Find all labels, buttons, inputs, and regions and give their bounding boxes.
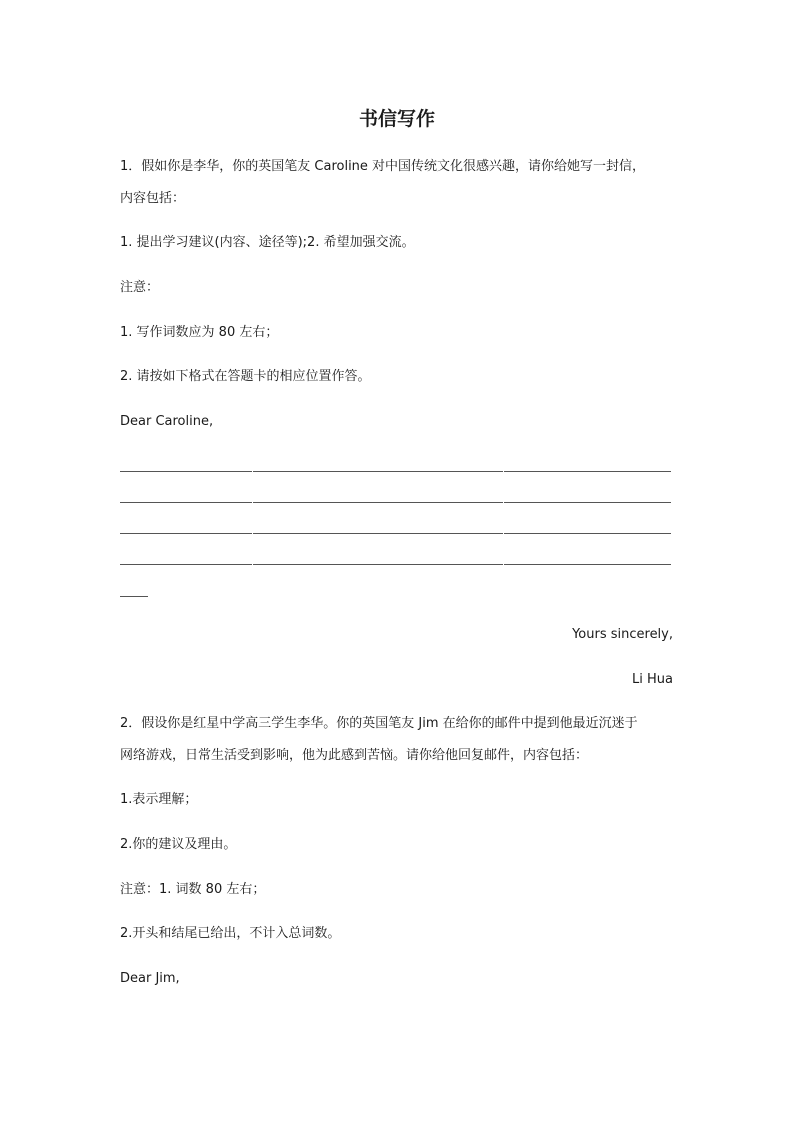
q1-salutation: Dear Caroline, xyxy=(120,414,214,429)
q2-point-1: 1.表示理解； xyxy=(120,792,198,807)
q2-prompt-line2: 网络游戏，日常生活受到影响，他为此感到苦恼。请你给他回复邮件，内容包括： xyxy=(120,748,589,763)
answer-line-end xyxy=(120,596,148,597)
page-title: 书信写作 xyxy=(358,108,435,130)
q1-prompt-line1: 1．假如你是李华，你的英国笔友 Caroline 对中国传统文化很感兴趣，请你给她写一封信， xyxy=(120,159,646,174)
q1-note-2: 2. 请按如下格式在答题卡的相应位置作答。 xyxy=(120,369,371,384)
answer-line xyxy=(120,564,671,565)
q2-salutation: Dear Jim, xyxy=(120,971,180,986)
q1-closing: Yours sincerely, xyxy=(572,627,673,642)
q1-note-label: 注意： xyxy=(120,280,160,295)
answer-line xyxy=(120,502,671,503)
q1-prompt-line2: 内容包括： xyxy=(120,191,186,206)
q1-signature: Li Hua xyxy=(632,672,673,687)
q1-note-1: 1. 写作词数应为 80 左右； xyxy=(120,325,279,340)
q2-prompt-line1: 2．假设你是红星中学高三学生李华。你的英国笔友 Jim 在给你的邮件中提到他最近沉迷于 xyxy=(120,716,638,731)
answer-line xyxy=(120,471,671,472)
q2-note-1: 注意：1. 词数 80 左右； xyxy=(120,882,266,897)
q1-content-points: 1. 提出学习建议(内容、途径等);2. 希望加强交流。 xyxy=(120,235,415,250)
q2-note-2: 2.开头和结尾已给出，不计入总词数。 xyxy=(120,926,341,941)
q2-point-2: 2.你的建议及理由。 xyxy=(120,837,237,852)
answer-line xyxy=(120,533,671,534)
